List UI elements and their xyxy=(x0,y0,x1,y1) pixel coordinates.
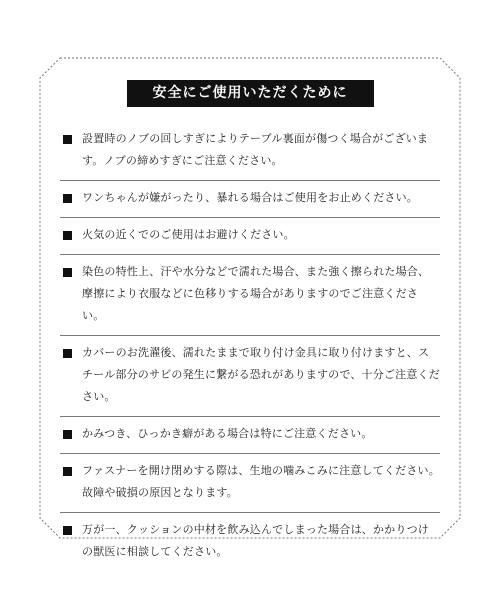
list-item-text: 火気の近くでのご使用はお避けください。 xyxy=(82,228,295,241)
list-item xyxy=(60,255,440,336)
list-item xyxy=(60,181,440,218)
square-bullet-icon xyxy=(63,231,72,240)
list-item-text: カバーのお洗濯後、濡れたままで取り付け金具に取り付けますと、スチール部分のサビの発生に繋がる恐れがありますので、十分ご注意ください。 xyxy=(82,346,440,403)
list-item-text: ファスナーを開け閉めする際は、生地の噛みこみに注意してください。故障や破損の原因となります。 xyxy=(82,464,440,499)
list-item-text: 万が一、クッションの中材を飲み込んでしまった場合は、かかりつけの獣医に相談してください。 xyxy=(82,523,429,558)
list-item-text: 染色の特性上、汗や水分などで濡れた場合、また強く擦られた場合、摩擦により衣服などに色移りする場合がありますのでご注意ください。 xyxy=(82,265,430,322)
safety-card xyxy=(40,58,460,558)
list-item-text: 設置時のノブの回しすぎによりテーブル裏面が傷つく場合がございます。ノブの締めすぎにご注意ください。 xyxy=(82,132,429,167)
list-item-text: ワンちゃんが嫌がったり、暴れる場合はご使用をお止めください。 xyxy=(82,191,418,204)
list-item xyxy=(60,122,440,181)
list-item xyxy=(60,336,440,417)
square-bullet-icon xyxy=(63,135,72,144)
list-item xyxy=(60,513,440,571)
square-bullet-icon xyxy=(63,349,72,358)
list-item-text: かみつき、ひっかき癖がある場合は特にご注意ください。 xyxy=(82,427,373,440)
title-container xyxy=(40,80,460,107)
list-item xyxy=(60,218,440,255)
list-item xyxy=(60,417,440,454)
square-bullet-icon xyxy=(63,268,72,277)
square-bullet-icon xyxy=(63,430,72,439)
safety-title: 安全にご使用いただくために xyxy=(127,80,374,107)
square-bullet-icon xyxy=(63,194,72,203)
list-item xyxy=(60,454,440,513)
square-bullet-icon xyxy=(63,467,72,476)
safety-list xyxy=(60,122,440,571)
square-bullet-icon xyxy=(63,526,72,535)
